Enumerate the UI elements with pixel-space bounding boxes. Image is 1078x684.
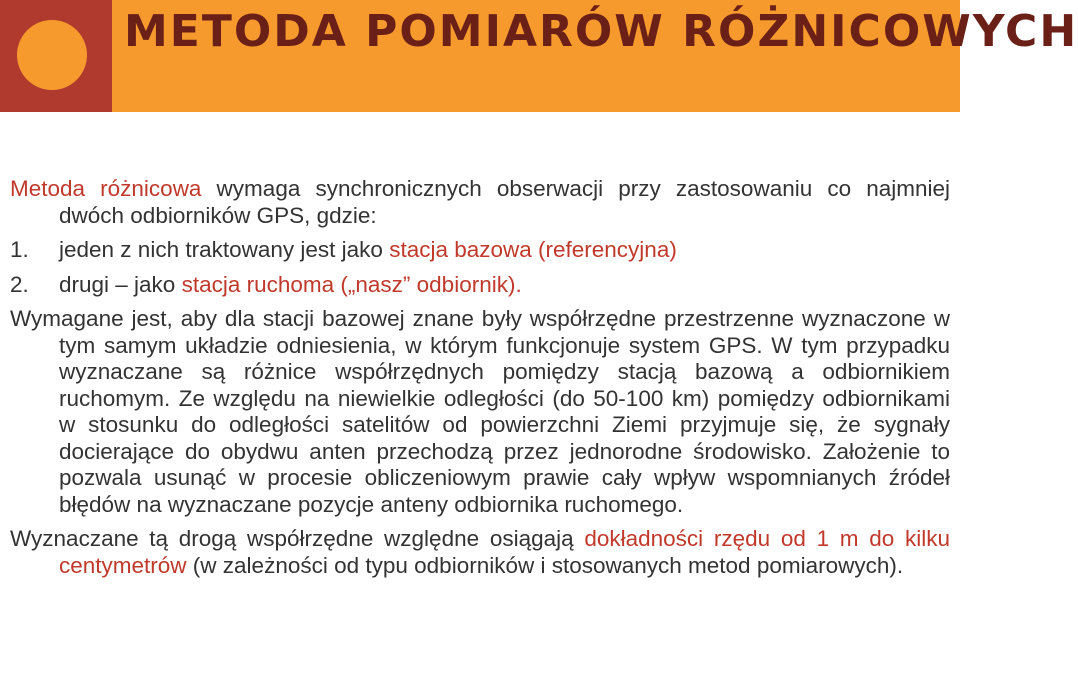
accuracy-highlight: dokładności rzędu od 1 m do kilku centymetrów xyxy=(59,526,950,578)
term-highlight: Metoda różnicowa xyxy=(10,176,202,201)
list-item xyxy=(10,272,950,299)
list-number: 1. xyxy=(10,237,29,262)
body-paragraph: Wymagane jest, aby dla stacji bazowej znane były współrzędne przestrzenne wyznaczone w tym samym układzie odniesienia, w którym funkcjonuje system GPS. W tym przypadku wyznaczane są różnice współrzędnych pomiędzy stacją bazową a odbiornikiem ruchomym. Ze względu na niewielkie odległości (do 50-100 km) pomiędzy odbiornikami w stosunku do odległości satelitów od powierzchni Ziemi przyjmuje się, że sygnały docierające do obydwu anten przechodzą przez jednorodne środowisko. Założenie to pozwala usunąć w procesie obliczeniowym prawie cały wpływ wspomnianych źródeł błędów na wyznaczane pozycje anteny odbiornika ruchomego. xyxy=(10,306,950,517)
list-item xyxy=(10,237,950,264)
accuracy-tail: (w zależności od typu odbiorników i stosowanych metod pomiarowych). xyxy=(186,552,904,578)
list-highlight: stacja ruchoma („nasz” odbiornik). xyxy=(181,271,522,297)
page-title: METODA POMIARÓW RÓŻNICOWYCH xyxy=(124,6,1078,57)
accuracy-text: Wyznaczane tą drogą współrzędne względne osiągają xyxy=(10,526,585,551)
slide-content xyxy=(10,176,950,579)
corner-block xyxy=(0,0,112,112)
circle-decoration xyxy=(17,20,87,90)
intro-paragraph xyxy=(10,176,950,229)
list-number: 2. xyxy=(10,271,29,297)
intro-text: wymaga synchronicznych obserwacji przy zastosowaniu co najmniej dwóch odbiorników GPS, gdzie: xyxy=(59,176,951,228)
list-highlight: stacja bazowa (referencyjna) xyxy=(389,237,677,262)
accuracy-paragraph xyxy=(10,526,950,579)
list-text: jeden z nich traktowany jest jako xyxy=(59,237,390,262)
list-text: drugi – jako xyxy=(59,271,182,297)
